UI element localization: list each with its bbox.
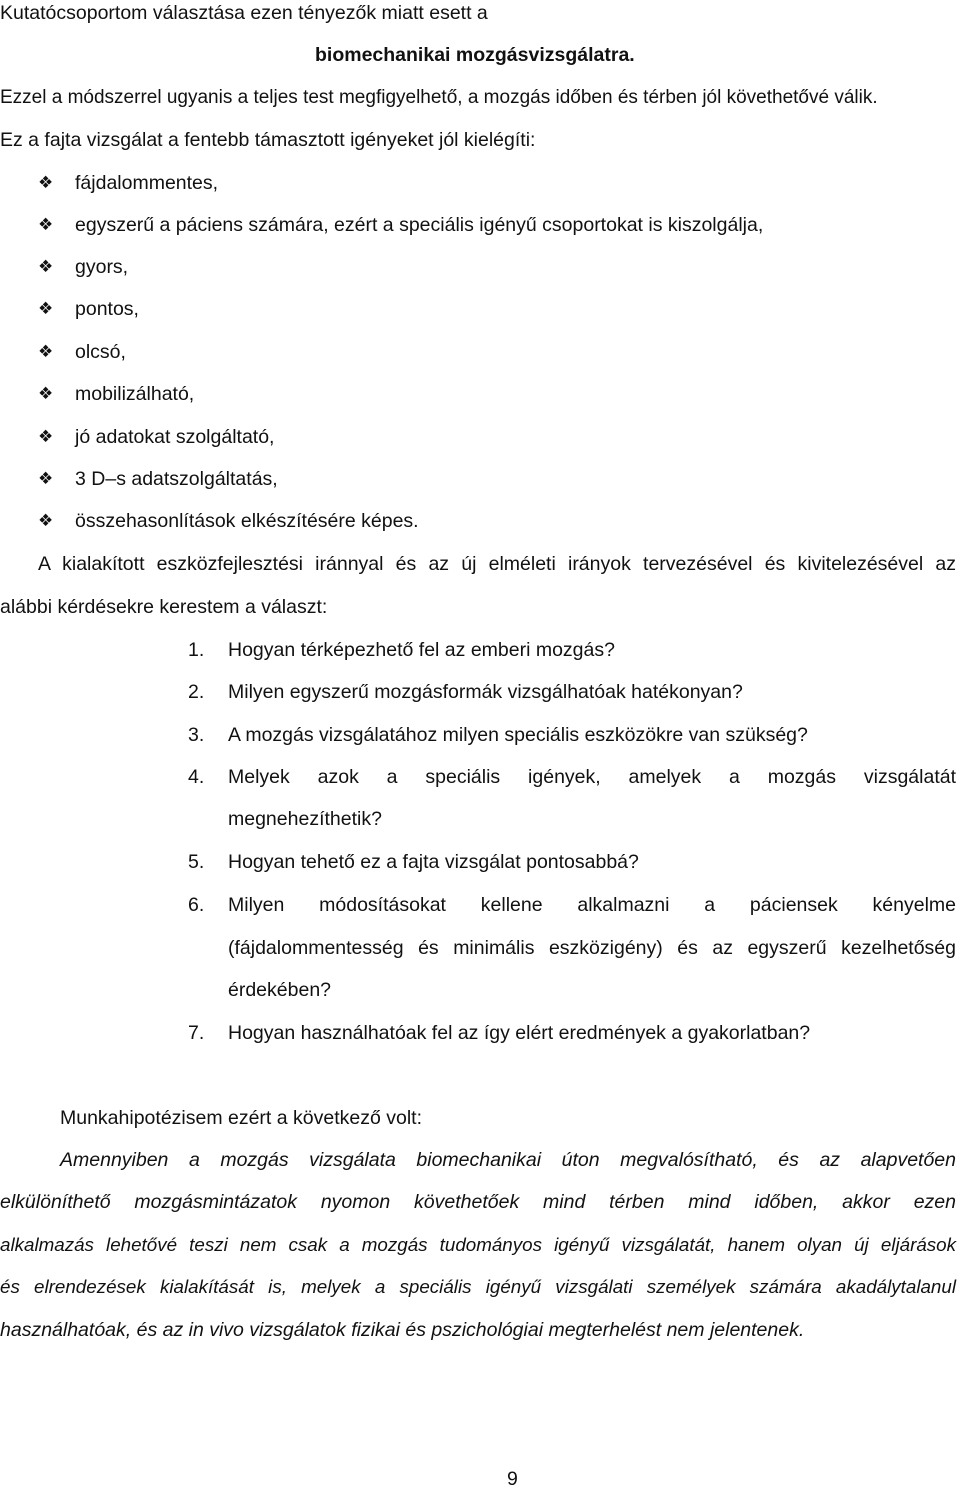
question-number: 1. [188, 639, 205, 661]
paragraph-line-2: alábbi kérdésekre kerestem a választ: [0, 596, 328, 618]
bullet-text: jó adatokat szolgáltató, [75, 426, 275, 448]
question-text-continued: érdekében? [228, 979, 332, 1001]
bullet-text: pontos, [75, 298, 139, 320]
question-text: Hogyan használhatóak fel az így elért eredmények a gyakorlatban? [228, 1022, 811, 1044]
diamond-bullet-icon: ❖ [38, 511, 54, 530]
hypothesis-heading: Munkahipotézisem ezért a következő volt: [60, 1107, 423, 1129]
bullet-text: fájdalommentes, [75, 172, 219, 194]
bullet-text: mobilizálható, [75, 383, 195, 405]
intro-line-4: Ez a fajta vizsgálat a fentebb támasztott igényeket jól kielégíti: [0, 129, 536, 151]
diamond-bullet-icon: ❖ [38, 342, 54, 361]
diamond-bullet-icon: ❖ [38, 173, 54, 192]
question-number: 2. [188, 681, 205, 703]
paragraph-line-1: A kialakított eszközfejlesztési iránnyal és az új elméleti irányok tervezésével és kivitelezésével az [38, 553, 956, 575]
page-number: 9 [507, 1468, 518, 1490]
diamond-bullet-icon: ❖ [38, 299, 54, 318]
question-text: Melyek azok a speciális igények, amelyek a mozgás vizsgálatát [228, 766, 956, 788]
question-text-continued: (fájdalommentesség és minimális eszközigény) és az egyszerű kezelhetőség [228, 937, 956, 959]
question-number: 3. [188, 724, 205, 746]
question-text: A mozgás vizsgálatához milyen speciális eszközökre van szükség? [228, 724, 808, 746]
intro-line-1: Kutatócsoportom választása ezen tényezők miatt esett a [0, 2, 488, 24]
hypothesis-line: alkalmazás lehetővé teszi nem csak a mozgás tudományos igényű vizsgálatát, hanem olyan új eljárások [0, 1234, 956, 1255]
hypothesis-line: Amennyiben a mozgás vizsgálata biomechanikai úton megvalósítható, és az alapvetően [60, 1149, 956, 1171]
question-text: Milyen egyszerű mozgásformák vizsgálhatóak hatékonyan? [228, 681, 743, 703]
intro-line-2-bold: biomechanikai mozgásvizsgálatra. [315, 44, 635, 66]
question-text: Hogyan tehető ez a fajta vizsgálat pontosabbá? [228, 851, 639, 873]
diamond-bullet-icon: ❖ [38, 384, 54, 403]
bullet-text: összehasonlítások elkészítésére képes. [75, 510, 419, 532]
bullet-text: gyors, [75, 256, 129, 278]
question-text: Hogyan térképezhető fel az emberi mozgás? [228, 639, 615, 661]
question-number: 7. [188, 1022, 205, 1044]
hypothesis-line: használhatóak, és az in vivo vizsgálatok fizikai és pszichológiai megterhelést nem jelentenek. [0, 1319, 805, 1341]
hypothesis-line: és elrendezések kialakítását is, melyek a speciális igényű vizsgálati személyek számára akadálytalanul [0, 1276, 956, 1297]
question-text: Milyen módosításokat kellene alkalmazni a páciensek kényelme [228, 894, 956, 916]
hypothesis-line: elkülöníthető mozgásmintázatok nyomon követhetőek mind térben mind időben, akkor ezen [0, 1191, 956, 1213]
diamond-bullet-icon: ❖ [38, 215, 54, 234]
bullet-text: olcsó, [75, 341, 126, 363]
bullet-text: 3 D–s adatszolgáltatás, [75, 468, 278, 490]
diamond-bullet-icon: ❖ [38, 469, 54, 488]
question-number: 6. [188, 894, 205, 916]
diamond-bullet-icon: ❖ [38, 257, 54, 276]
question-text-continued: megnehezíthetik? [228, 808, 382, 830]
diamond-bullet-icon: ❖ [38, 427, 54, 446]
question-number: 5. [188, 851, 205, 873]
bullet-text: egyszerű a páciens számára, ezért a speciális igényű csoportokat is kiszolgálja, [75, 214, 764, 236]
question-number: 4. [188, 766, 205, 788]
intro-line-3: Ezzel a módszerrel ugyanis a teljes test megfigyelhető, a mozgás időben és térben jól követhetővé válik. [0, 87, 878, 108]
